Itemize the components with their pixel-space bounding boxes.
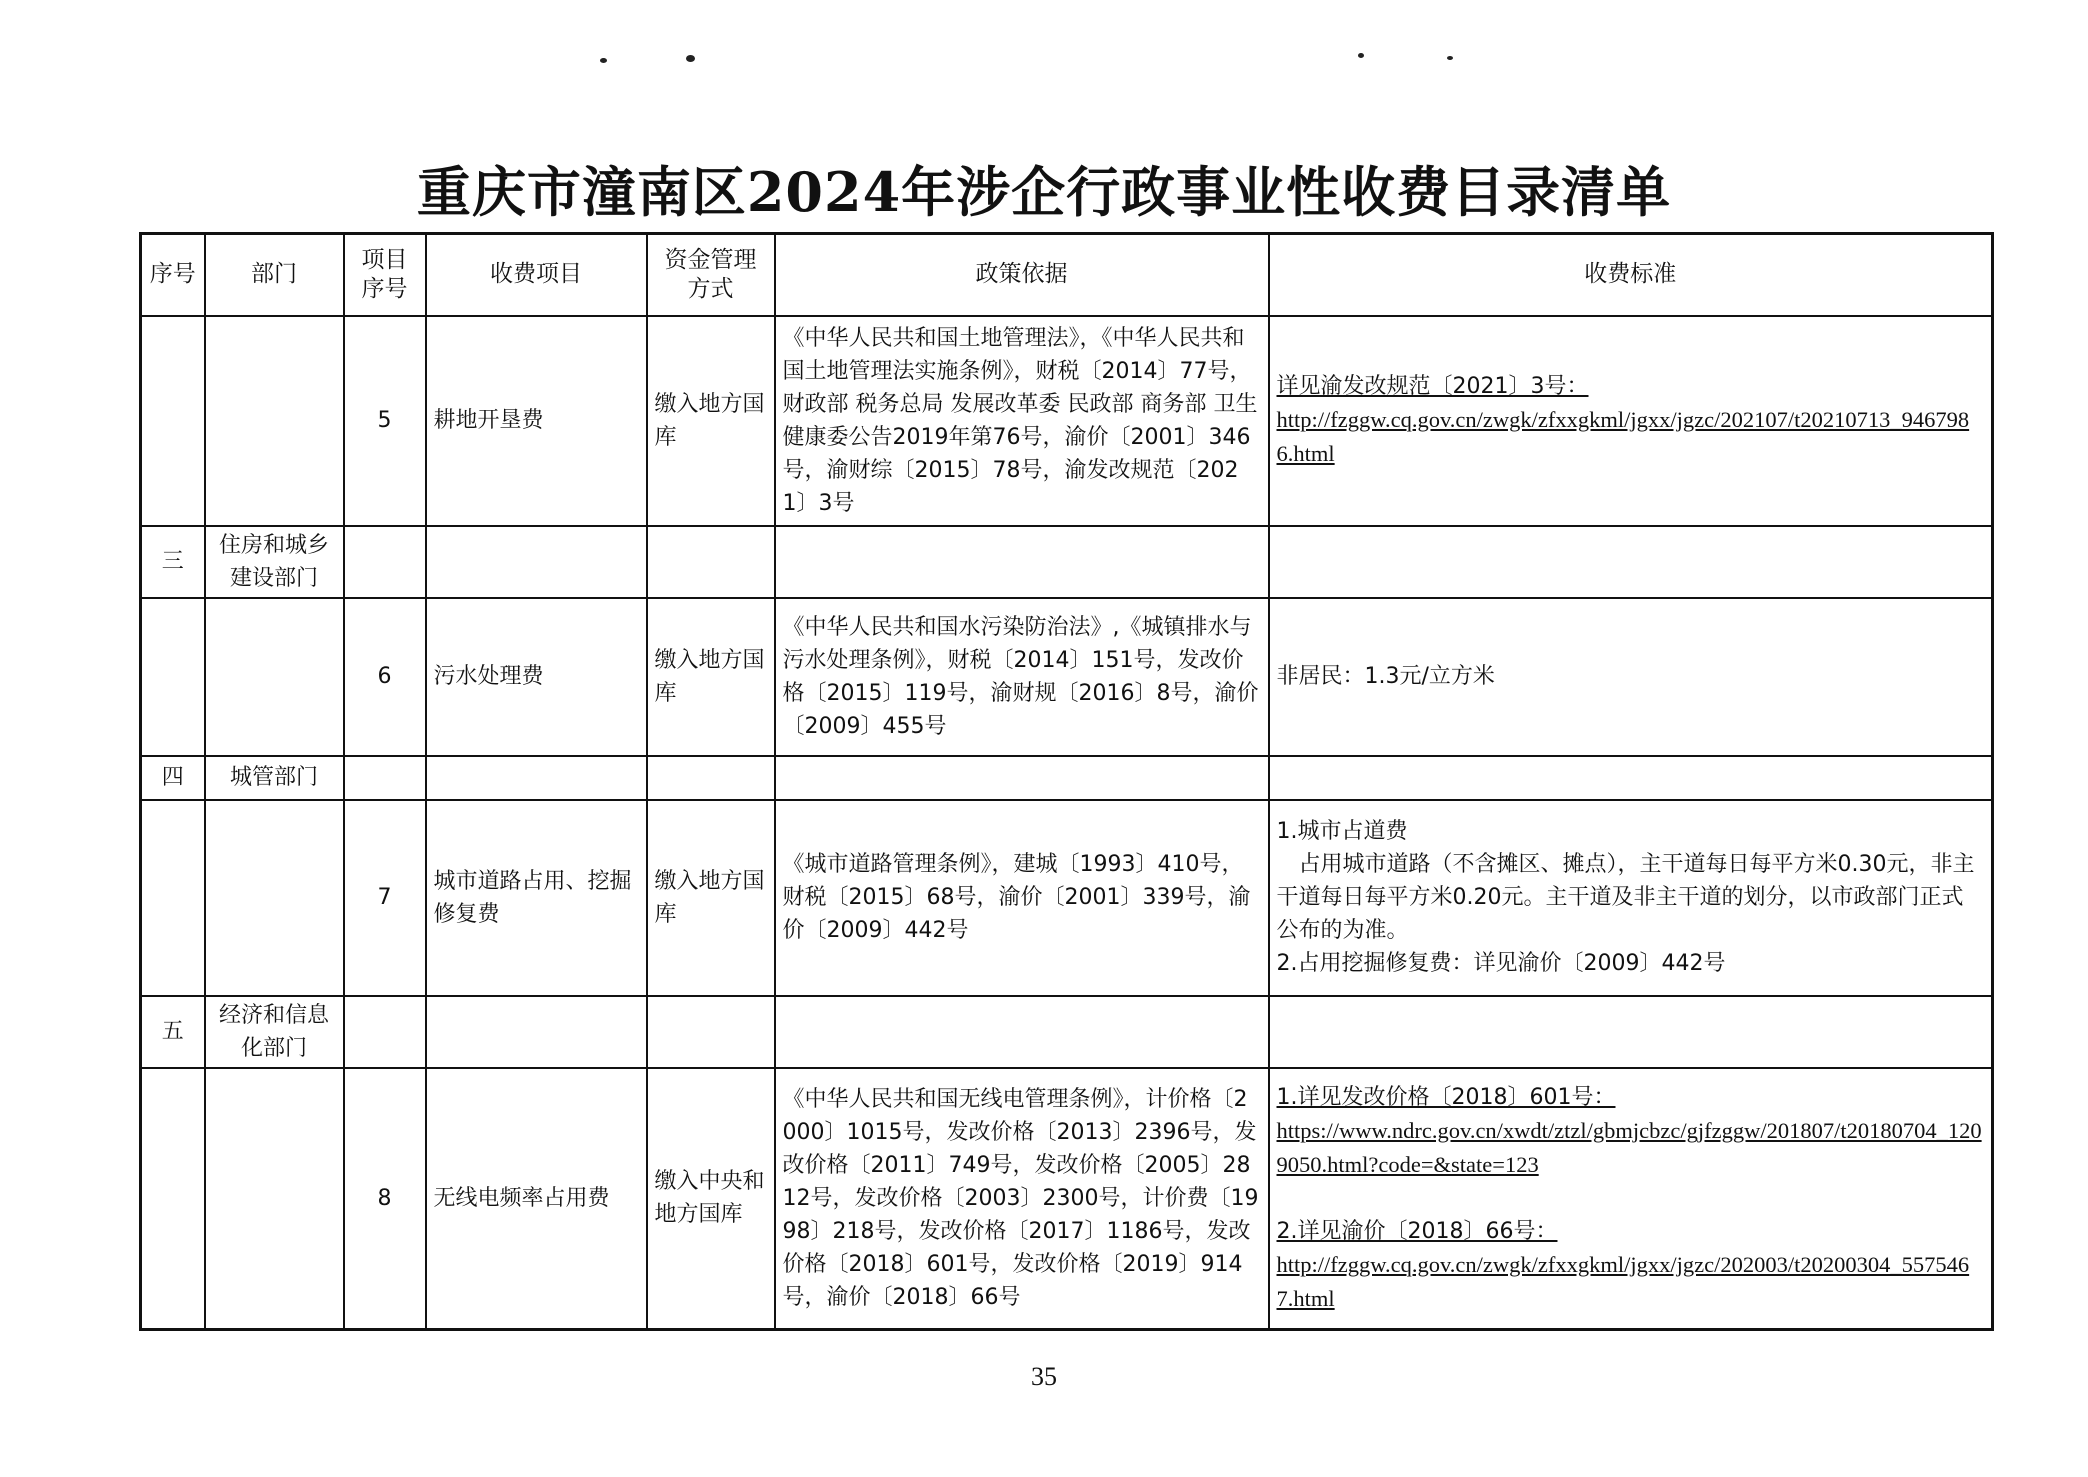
- cell-seq: [141, 800, 205, 996]
- cell-item: 耕地开垦费: [426, 316, 647, 526]
- cell-standard: [1269, 316, 1993, 526]
- header-fund: 资金管理方式: [647, 234, 775, 316]
- section-row: [141, 526, 1993, 598]
- cell-fund: 缴入中央和地方国库: [647, 1068, 775, 1330]
- cell-dept: [205, 1068, 344, 1330]
- header-item-no: 项目序号: [344, 234, 426, 316]
- empty-cell: [775, 526, 1269, 598]
- empty-cell: [344, 756, 426, 800]
- scan-mark: [1447, 56, 1453, 60]
- standard-line: 2.占用挖掘修复费：详见渝价〔2009〕442号: [1276, 951, 1726, 976]
- section-seq: 四: [141, 756, 205, 800]
- cell-standard: [1269, 1068, 1993, 1330]
- document-title: 重庆市潼南区2024年涉企行政事业性收费目录清单: [416, 160, 1672, 224]
- empty-cell: [775, 756, 1269, 800]
- table-header-row: [141, 234, 1993, 316]
- cell-seq: [141, 598, 205, 756]
- empty-cell: [426, 996, 647, 1068]
- cell-basis: 《中华人民共和国水污染防治法》,《城镇排水与污水处理条例》，财税〔2014〕151号，发改价格〔2015〕119号，渝财规〔2016〕8号，渝价〔2009〕455号: [775, 598, 1269, 756]
- empty-cell: [647, 526, 775, 598]
- standard-link[interactable]: http://fzggw.cq.gov.cn/zwgk/zfxxgkml/jgxx/jgzc/202003/t20200304_5575467.html: [1276, 1251, 1970, 1311]
- header-item: 收费项目: [426, 234, 647, 316]
- cell-basis: 《中华人民共和国土地管理法》，《中华人民共和国土地管理法实施条例》，财税〔2014〕77号，财政部 税务总局 发展改革委 民政部 商务部 卫生健康委公告2019年第76号，渝价〔2001〕346号，渝财综〔2015〕78号，渝发改规范〔2021〕3号: [775, 316, 1269, 526]
- table-row: [141, 1068, 1993, 1330]
- empty-cell: [1269, 756, 1993, 800]
- cell-item-no: 5: [344, 316, 426, 526]
- cell-item: 污水处理费: [426, 598, 647, 756]
- cell-item: 无线电频率占用费: [426, 1068, 647, 1330]
- cell-basis: 《中华人民共和国无线电管理条例》，计价格〔2000〕1015号，发改价格〔2013〕2396号，发改价格〔2011〕749号，发改价格〔2005〕2812号，发改价格〔2003〕2300号，计价费〔1998〕218号，发改价格〔2017〕1186号，发改价格〔2018〕601号，发改价格〔2019〕914号，渝价〔2018〕66号: [775, 1068, 1269, 1330]
- cell-dept: [205, 316, 344, 526]
- empty-cell: [1269, 996, 1993, 1068]
- cell-fund: 缴入地方国库: [647, 800, 775, 996]
- empty-cell: [426, 756, 647, 800]
- cell-dept: [205, 800, 344, 996]
- standard-link[interactable]: https://www.ndrc.gov.cn/xwdt/ztzl/gbmjcbzc/gjfzggw/201807/t20180704_1209050.html?code=&state=123: [1276, 1117, 1982, 1177]
- cell-dept: [205, 598, 344, 756]
- standard-link[interactable]: http://fzggw.cq.gov.cn/zwgk/zfxxgkml/jgxx/jgzc/202107/t20210713_9467986.html: [1276, 407, 1970, 466]
- section-row: [141, 756, 1993, 800]
- empty-cell: [344, 996, 426, 1068]
- empty-cell: [1269, 526, 1993, 598]
- section-dept: 经济和信息化部门: [205, 996, 344, 1068]
- cell-basis: 《城市道路管理条例》，建城〔1993〕410号，财税〔2015〕68号，渝价〔2001〕339号，渝价〔2009〕442号: [775, 800, 1269, 996]
- section-dept: 城管部门: [205, 756, 344, 800]
- table-row: [141, 800, 1993, 996]
- cell-item-no: 6: [344, 598, 426, 756]
- standard-reference: 2.详见渝价〔2018〕66号：: [1276, 1218, 1558, 1244]
- section-seq: 三: [141, 526, 205, 598]
- cell-fund: 缴入地方国库: [647, 598, 775, 756]
- header-seq: 序号: [141, 234, 205, 316]
- standard-reference: 详见渝发改规范〔2021〕3号：: [1276, 374, 1589, 399]
- fee-catalog-table: [139, 232, 1994, 1331]
- empty-cell: [647, 756, 775, 800]
- table-row: [141, 316, 1993, 526]
- section-row: [141, 996, 1993, 1068]
- scan-mark: [600, 58, 607, 63]
- section-seq: 五: [141, 996, 205, 1068]
- header-basis: 政策依据: [775, 234, 1269, 316]
- cell-item-no: 7: [344, 800, 426, 996]
- cell-fund: 缴入地方国库: [647, 316, 775, 526]
- header-dept: 部门: [205, 234, 344, 316]
- empty-cell: [344, 526, 426, 598]
- standard-line: 占用城市道路（不含摊区、摊点），主干道每日每平方米0.30元，非主干道每日每平方米0.20元。主干道及非主干道的划分，以市政部门正式公布的为准。: [1276, 852, 1975, 943]
- empty-cell: [647, 996, 775, 1068]
- cell-seq: [141, 1068, 205, 1330]
- standard-reference: 1.详见发改价格〔2018〕601号：: [1276, 1084, 1616, 1110]
- cell-standard: [1269, 800, 1993, 996]
- table-row: [141, 598, 1993, 756]
- empty-cell: [426, 526, 647, 598]
- cell-standard: 非居民：1.3元/立方米: [1269, 598, 1993, 756]
- standard-line: 1.城市占道费: [1276, 819, 1408, 844]
- cell-seq: [141, 316, 205, 526]
- cell-item-no: 8: [344, 1068, 426, 1330]
- header-standard: 收费标准: [1269, 234, 1993, 316]
- scan-mark: [1358, 53, 1364, 58]
- page-number: 35: [1031, 1362, 1057, 1391]
- scan-mark: [686, 55, 695, 62]
- cell-item: 城市道路占用、挖掘修复费: [426, 800, 647, 996]
- empty-cell: [775, 996, 1269, 1068]
- section-dept: 住房和城乡建设部门: [205, 526, 344, 598]
